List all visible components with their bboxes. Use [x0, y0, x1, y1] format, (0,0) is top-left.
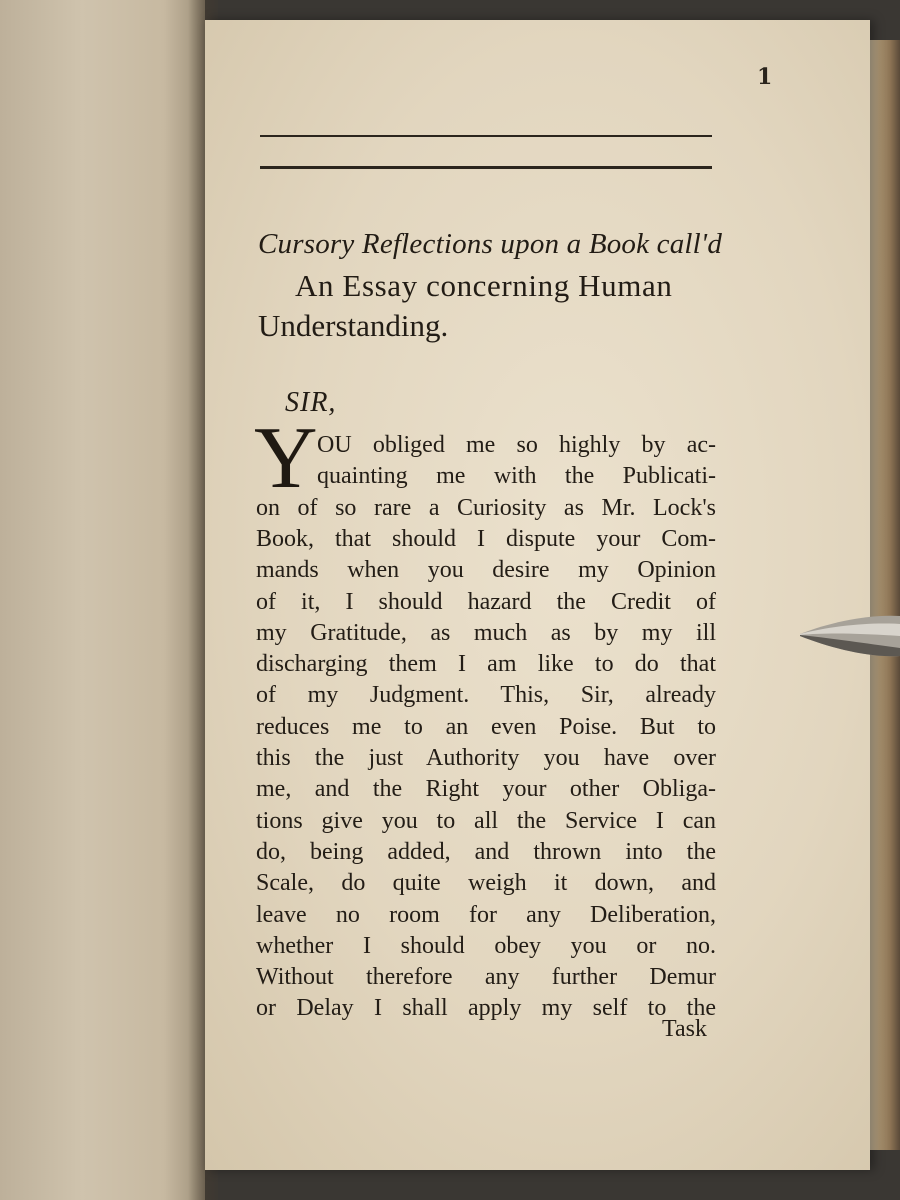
text-line: of it, I should hazard the Credit of — [256, 588, 716, 615]
title-line-2: An Essay concerning Human — [295, 268, 673, 303]
text-line: or Delay I shall apply my self to the — [256, 995, 716, 1022]
title-line-3: Understanding. — [258, 308, 449, 343]
salutation: SIR, — [285, 387, 337, 418]
text-line: this the just Authority you have over — [256, 745, 716, 771]
page-number: 1 — [757, 64, 773, 90]
text-line: quainting me with the Publicati- — [317, 463, 716, 490]
header-rule-thick — [260, 166, 712, 169]
text-line: me, and the Right your other Obliga- — [256, 776, 716, 803]
catchword: Task — [662, 1016, 707, 1042]
bookmark-pointer-icon — [800, 612, 900, 662]
header-rule-thin — [260, 135, 712, 137]
drop-cap: Y — [254, 410, 318, 507]
text-line: on of so rare a Curiosity as Mr. Lock's — [256, 494, 716, 521]
text-line: leave no room for any Deliberation, — [256, 901, 716, 928]
text-line: mands when you desire my Opinion — [256, 557, 716, 584]
text-line: OU obliged me so highly by ac- — [317, 432, 716, 458]
text-line: do, being added, and thrown into the — [256, 838, 716, 865]
text-line: my Gratitude, as much as by my ill — [256, 619, 716, 646]
left-page-bleed-through — [0, 0, 205, 1200]
text-line: Scale, do quite weigh it down, and — [256, 870, 716, 897]
title-italic-line: Cursory Reflections upon a Book call'd — [258, 228, 723, 260]
text-line: Book, that should I dispute your Com- — [256, 525, 716, 552]
text-line: Without therefore any further Demur — [256, 964, 716, 991]
text-line: discharging them I am like to do that — [256, 651, 716, 678]
text-line: of my Judgment. This, Sir, already — [256, 682, 716, 709]
page-edge — [868, 40, 900, 1150]
text-line: tions give you to all the Service I can — [256, 807, 716, 834]
text-line: reduces me to an even Poise. But to — [256, 713, 716, 740]
text-line: whether I should obey you or no. — [256, 932, 716, 959]
